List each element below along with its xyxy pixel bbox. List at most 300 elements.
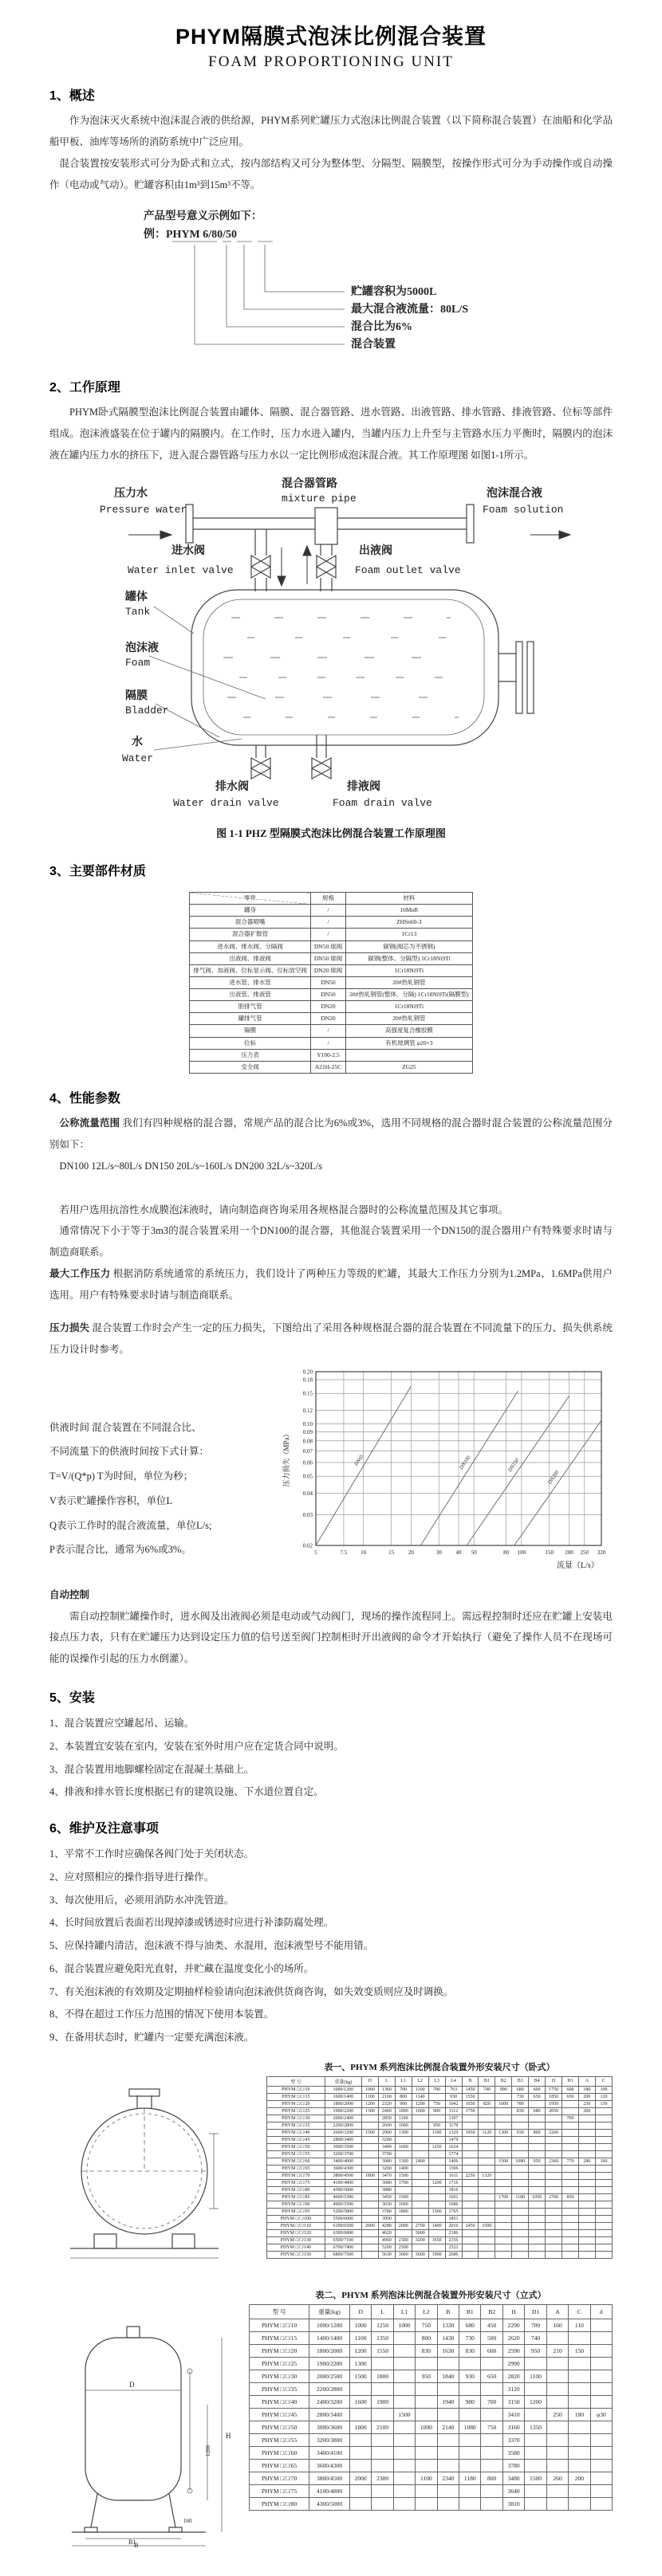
table-cell <box>546 2497 568 2510</box>
table-cell <box>529 2100 546 2107</box>
table-cell: PHYM □/□/75 <box>250 2484 309 2497</box>
auto-control-lead: 自动控制 <box>49 1588 90 1600</box>
table-row <box>267 2201 613 2208</box>
table-cell <box>512 2172 529 2179</box>
section5-heading: 5、安装 <box>49 1691 95 1706</box>
table-cell <box>578 2115 595 2122</box>
chart-text: 0.07 <box>302 1447 313 1455</box>
table-cell <box>416 2497 437 2510</box>
table-row <box>267 2215 613 2222</box>
table-cell: 1Cr18Ni9Ti <box>346 964 473 976</box>
table-cell <box>569 2421 590 2433</box>
list-item: 供液时间 混合装置在不同混合比、 <box>49 1421 202 1433</box>
table-cell: 1450 <box>462 2086 479 2093</box>
table-cell <box>595 2143 612 2150</box>
table-cell: 770 <box>562 2158 579 2165</box>
table-cell: 1100 <box>428 2129 445 2136</box>
table-cell: 4100/4800 <box>309 2484 350 2497</box>
chart-line <box>467 1396 569 1545</box>
table-cell <box>479 2107 495 2115</box>
table-cell <box>479 2208 495 2215</box>
table-cell: 750 <box>428 2100 445 2107</box>
table-cell <box>512 2201 529 2208</box>
table-cell: 130 <box>595 2100 612 2107</box>
table-cell <box>495 2150 512 2158</box>
table-cell: 780 <box>512 2100 529 2107</box>
table-cell <box>525 2484 546 2497</box>
table-cell: 1500 <box>393 2408 415 2421</box>
table-cell <box>479 2165 495 2172</box>
table-header-cell: A <box>578 2076 595 2086</box>
table-row <box>190 940 472 952</box>
table-cell <box>428 2093 445 2100</box>
table-cell: 1686 <box>445 2201 462 2208</box>
table-cell <box>412 2244 428 2251</box>
tank-label-cn: 罐体 <box>125 591 148 604</box>
table-cell <box>479 2093 495 2100</box>
table-cell <box>481 2446 502 2459</box>
table-cell <box>546 2370 568 2382</box>
table-cell <box>578 2201 595 2208</box>
table-cell: DN20 <box>310 1013 345 1025</box>
table-cell <box>595 2193 612 2201</box>
table-cell: PHYM □/□/40 <box>267 2129 325 2136</box>
table-cell <box>349 2382 371 2395</box>
table-cell: 280 <box>578 2158 595 2165</box>
table-cell: 3150 <box>502 2395 524 2408</box>
chart-text: 0.04 <box>302 1490 313 1497</box>
table-cell: 1600 <box>349 2395 371 2408</box>
table-cell <box>546 2244 562 2251</box>
table-cell <box>361 2236 378 2244</box>
table-cell <box>361 2150 378 2158</box>
table-cell: 1900/2200 <box>309 2357 350 2370</box>
table-cell <box>479 2143 495 2150</box>
dim-label-160: 160 <box>183 2517 192 2524</box>
model-callout-flow: 最大混合液流量：80L/S <box>351 304 469 316</box>
bladder-label-en: Bladder <box>125 705 169 717</box>
table-cell: DN20 球阀 <box>310 964 345 976</box>
table-cell: 3800/4500 <box>309 2472 350 2484</box>
table-cell: 1200 <box>349 2344 371 2357</box>
table-cell: 5200/5800 <box>325 2208 361 2215</box>
table-cell <box>546 2331 568 2344</box>
table-cell <box>546 2236 562 2244</box>
table-row <box>190 1061 472 1073</box>
table-cell: 胆排气管 <box>190 1001 311 1013</box>
table-cell: 2800/3400 <box>325 2136 361 2143</box>
max-pressure-lead: 最大工作压力 <box>49 1268 111 1280</box>
table-cell <box>479 2186 495 2193</box>
table-cell: 650 <box>481 2370 502 2382</box>
table-cell: PHYM □/□/55 <box>267 2150 325 2158</box>
table-cell: 2300 <box>395 2236 412 2244</box>
table-cell <box>595 2165 612 2172</box>
table-cell: 2100 <box>372 2421 393 2433</box>
table-cell: 930 <box>445 2093 462 2100</box>
table-cell <box>361 2115 378 2122</box>
table-cell <box>512 2229 529 2236</box>
table1-caption: 表一、PHYM 系列泡沫比例混合装置外形安装尺寸（卧式） <box>324 2062 555 2072</box>
table-cell: 1Cr18Ni9Ti <box>346 1001 473 1013</box>
chart-text: 0.12 <box>302 1407 313 1414</box>
foam-outlet-valve-label-en: Foam outlet valve <box>355 564 461 577</box>
table-cell <box>416 2459 437 2472</box>
chart-text: 0.18 <box>302 1376 313 1384</box>
table-row <box>267 2172 613 2179</box>
table-cell <box>459 2484 481 2497</box>
table-row <box>250 2433 613 2446</box>
foam-drain-valve-label-en: Foam drain valve <box>333 797 432 810</box>
table-cell: 1200 <box>361 2100 378 2107</box>
table-cell: 6700/7400 <box>325 2244 361 2251</box>
table-cell <box>595 2129 612 2136</box>
chart-text: 50 <box>471 1549 477 1556</box>
table-cell: 830 <box>416 2344 437 2357</box>
table1-section <box>49 2060 613 2271</box>
table-row <box>267 2186 613 2193</box>
table-cell: 1500 <box>428 2208 445 2215</box>
table-cell: 4600/5300 <box>325 2193 361 2201</box>
table-cell: 3200/3800 <box>309 2433 350 2446</box>
table-cell <box>529 2222 546 2229</box>
table-cell: φ30 <box>590 2408 612 2421</box>
table-cell: 1200 <box>428 2179 445 2186</box>
table-cell <box>562 2143 579 2150</box>
chart-text: 250 <box>580 1549 589 1556</box>
table-cell <box>546 2150 562 2158</box>
table-cell: 740 <box>525 2331 546 2344</box>
table-cell <box>595 2215 612 2222</box>
table-cell <box>578 2136 595 2143</box>
table-cell <box>481 2484 502 2497</box>
chart-text: 0.05 <box>302 1473 313 1480</box>
table-row <box>267 2150 613 2158</box>
table-header-cell: D <box>349 2304 371 2319</box>
table-cell <box>529 2201 546 2208</box>
table-cell: 1940 <box>437 2395 459 2408</box>
table-cell <box>512 2236 529 2244</box>
table-cell: 2000/2400 <box>325 2115 361 2122</box>
table-cell: 1430 <box>437 2331 459 2344</box>
chart-text: 150 <box>545 1549 554 1556</box>
table-cell <box>349 2484 371 2497</box>
table-cell <box>595 2122 612 2129</box>
table-cell <box>393 2472 415 2484</box>
table-cell <box>459 2382 481 2395</box>
model-designation-diagram <box>144 225 518 359</box>
table-cell <box>481 2357 502 2370</box>
table-row <box>267 2165 613 2172</box>
paragraph: 作为泡沫灭火系统中泡沫混合液的供给源，PHYM系列贮罐压力式泡沫比例混合装置（以下简称混合装置）在油船和化学品船甲板、油库等场所的消防系统中广泛应用。 <box>49 115 613 147</box>
table-row <box>190 905 472 917</box>
table-cell: 1000 <box>495 2100 512 2107</box>
table-cell <box>481 2497 502 2510</box>
table-cell: 1100 <box>416 2472 437 2484</box>
table-cell <box>595 2201 612 2208</box>
table-cell: 排气阀、加液阀、位标显示阀、位标放空阀 <box>190 964 311 976</box>
table-cell: 1506 <box>445 2165 462 2172</box>
table-cell: 1500 <box>525 2472 546 2484</box>
table-cell <box>412 2115 428 2122</box>
table-cell <box>562 2136 579 2143</box>
table-row <box>250 2484 613 2497</box>
table-cell <box>546 2222 562 2229</box>
table-header-cell: B1 <box>479 2076 495 2086</box>
table-cell <box>361 2244 378 2251</box>
table-cell: PHYM □/□/120 <box>267 2229 325 2236</box>
table-row <box>267 2129 613 2136</box>
table-cell: 1600 <box>395 2201 412 2208</box>
table-cell: 1600 <box>412 2107 428 2115</box>
table-cell <box>361 2143 378 2150</box>
table-cell: 180 <box>578 2086 595 2093</box>
table-row <box>190 964 472 976</box>
table-cell: 2360 <box>546 2158 562 2165</box>
table-row <box>267 2122 613 2129</box>
chart-text: 压力损失（MPa） <box>282 1430 290 1487</box>
table-cell <box>512 2179 529 2186</box>
table-cell: 1320 <box>479 2172 495 2179</box>
table-cell: 进水阀、排水阀、分隔阀 <box>190 940 311 952</box>
table-cell <box>562 2236 579 2244</box>
table-row <box>190 1001 472 1013</box>
table-cell <box>590 2421 612 2433</box>
list-item: 不同流量下的供液时间按下式计算： <box>49 1446 210 1458</box>
table-cell <box>529 2236 546 2244</box>
table-cell: 1350 <box>372 2331 393 2344</box>
table-cell <box>395 2186 412 2193</box>
table-cell: 1329 <box>445 2129 462 2136</box>
table-cell <box>595 2244 612 2251</box>
table-cell: 1112 <box>445 2107 462 2115</box>
table-cell <box>562 2229 579 2236</box>
table-cell: PHYM □/□/85 <box>267 2193 325 2201</box>
table-cell: 2600 <box>378 2122 395 2129</box>
auto-control-text: 需自动控制贮罐操作时，进水阀及出液阀必须是电动或气动阀门，现场的操作流程同上。需远程控制时还应在贮罐上安装电接点压力表，只有在贮罐压力达到设定压力值的信号送至阀门控制柜时开出液阀的命令才开始执行（避免了操作人员不在现场可能的误操作引起的压力水倒灌）。 <box>49 1610 613 1665</box>
table-cell: 3800/4500 <box>325 2172 361 2179</box>
table-row <box>267 2208 613 2215</box>
table-cell: 2356 <box>445 2236 462 2244</box>
table-cell <box>437 2357 459 2370</box>
table-cell <box>393 2446 415 2459</box>
table-cell: 1180 <box>512 2193 529 2201</box>
list-item: 4、排液和排水管长度根据已有的建筑设施、下水道位置自定。 <box>49 1786 324 1798</box>
table-cell: 250 <box>546 2408 568 2421</box>
table-cell: 1140 <box>412 2093 428 2100</box>
table-cell <box>546 2179 562 2186</box>
table-cell: PHYM □/□/70 <box>250 2472 309 2484</box>
table-cell: 3370 <box>502 2433 524 2446</box>
table-cell: PHYM □/□/65 <box>267 2165 325 2172</box>
table-cell: 2500 <box>395 2244 412 2251</box>
dim-label-1200: 1200 <box>205 2444 211 2456</box>
table-cell: 600 <box>529 2086 546 2093</box>
max-pressure-text: 根据消防系统通常的系统压力，我们设计了两种压力等级的贮罐，其最大工作压力分别为1.2MPa、1.6MPa供用户选用。用户有特殊要求时请与制造商联系。 <box>49 1268 613 1302</box>
table-cell <box>595 2115 612 2122</box>
table-cell <box>479 2158 495 2165</box>
table-cell <box>562 2129 579 2136</box>
chart-text: 100 <box>517 1549 526 1556</box>
table-cell: 1700 <box>495 2193 512 2201</box>
label-leaders <box>149 607 266 750</box>
table-cell <box>546 2357 568 2370</box>
table-cell <box>412 2215 428 2222</box>
table-cell: 混合器扩散管 <box>190 929 311 940</box>
table-cell: 罐身 <box>190 905 311 917</box>
table-cell: 1300 <box>395 2129 412 2136</box>
table-cell: 1800/2000 <box>309 2344 350 2357</box>
chart-line <box>420 1391 521 1545</box>
table-cell <box>569 2382 590 2395</box>
table-cell: 3950 <box>378 2215 395 2222</box>
table-cell <box>495 2222 512 2229</box>
table1-area <box>266 2060 613 2259</box>
table-cell: 2000 <box>361 2222 378 2229</box>
table-cell <box>393 2344 415 2357</box>
table-cell <box>546 2122 562 2129</box>
table-cell <box>529 2251 546 2258</box>
model-callout-volume: 贮罐容积为5000L <box>351 286 437 299</box>
table-cell: 隔膜 <box>190 1025 311 1037</box>
foam-liquid-texture <box>223 618 467 717</box>
table-header-cell: D <box>361 2076 378 2086</box>
table-cell <box>462 2165 479 2172</box>
table-cell <box>569 2459 590 2472</box>
table-cell: 750 <box>481 2421 502 2433</box>
table-cell <box>512 2150 529 2158</box>
chart-text: 0.20 <box>302 1368 313 1376</box>
table-cell: 3120 <box>502 2382 524 2395</box>
table-cell <box>525 2446 546 2459</box>
table-cell: 1200 <box>412 2100 428 2107</box>
table-cell: PHYM □/□/20 <box>267 2100 325 2107</box>
table-cell <box>512 2222 529 2229</box>
table-cell: 700 <box>395 2086 412 2093</box>
table-header-cell: 重量(kg) <box>325 2076 361 2086</box>
table-cell <box>562 2122 579 2129</box>
table-cell <box>479 2115 495 2122</box>
table-cell <box>349 2446 371 2459</box>
table-header-cell: B4 <box>529 2076 546 2086</box>
table-cell: PHYM □/□/80 <box>267 2186 325 2193</box>
table-cell: 碳钢(阀芯为不锈钢) <box>346 940 473 952</box>
table-cell: PHYM □/□/10 <box>267 2086 325 2093</box>
table-header-cell: A <box>546 2304 568 2319</box>
table-cell: 2850 <box>378 2115 395 2122</box>
table-cell: PHYM □/□/50 <box>267 2143 325 2150</box>
paragraph: 混合装置按安装形式可分为卧式和立式，按内部结构又可分为整体型、分隔型、隔膜型，按操作形式可分为手动操作或自动操作（电动或气动）。贮罐容积由1m³到15m³不等。 <box>49 157 613 190</box>
table-cell: 有机玻璃管 φ20×3 <box>346 1037 473 1049</box>
chart-text: DN65 <box>353 1453 365 1467</box>
table-cell: 1601 <box>445 2193 462 2201</box>
table-cell: 1750 <box>462 2107 479 2115</box>
table-cell <box>595 2251 612 2258</box>
table-cell <box>546 2395 568 2408</box>
table-cell: 1765 <box>445 2208 462 2215</box>
table-cell: 1300 <box>349 2357 371 2370</box>
model-designation-block <box>144 207 613 363</box>
table-cell: 6300/6800 <box>325 2229 361 2236</box>
table-cell: 3780 <box>378 2208 395 2215</box>
table-cell <box>546 2208 562 2215</box>
dim-label-b: B <box>134 2541 139 2548</box>
table-cell: 1500 <box>495 2158 512 2165</box>
performance-columns <box>49 1365 613 1578</box>
table-cell <box>479 2244 495 2251</box>
table-cell: 2000 <box>395 2222 412 2229</box>
table-row <box>267 2251 613 2258</box>
table-cell <box>595 2208 612 2215</box>
table-cell: 820 <box>479 2100 495 2107</box>
table-cell <box>595 2179 612 2186</box>
table-header-cell: B <box>437 2304 459 2319</box>
table-cell <box>595 2222 612 2229</box>
table-row <box>190 1049 472 1061</box>
foam-outlet-valve-label-cn: 出液阀 <box>359 545 392 558</box>
table-cell <box>495 2215 512 2222</box>
table-cell <box>595 2186 612 2193</box>
table-cell: 2590 <box>502 2344 524 2357</box>
table-cell <box>578 2122 595 2129</box>
table-cell <box>428 2193 445 2201</box>
dim-label-b1: B1 <box>128 2538 136 2546</box>
table-cell <box>529 2229 546 2236</box>
table-cell: 180 <box>569 2408 590 2421</box>
table-cell: 1816 <box>445 2186 462 2193</box>
flow-range-text: 我们有四种规格的混合器，常规产品的混合比为6%或3%，选用不同规格的混合器时混合装置的公称流量范围分别如下： <box>49 1117 613 1150</box>
table-row <box>250 2319 613 2331</box>
table-cell: 5630 <box>378 2251 395 2258</box>
paragraph: PHYM卧式隔膜型泡沫比例混合装置由罐体、隔膜、混合器管路、进水管路、出液管路、排水管路、排液管路、位标等部件组成。泡沫液盛装在位于罐内的隔膜内。在工作时，压力水进入罐内，当罐内压力上升至与主管路水压力平衡时，隔膜内的泡沫液在罐内压力水的挤压下，进入混合器管路与压力水以一定比例形成泡沫混合液。其工作原理图 如图1-1所示。 <box>49 406 613 461</box>
table-cell <box>361 2229 378 2236</box>
table-cell: 20#热轧钢管 <box>346 976 473 988</box>
table-cell: 1080 <box>512 2158 529 2165</box>
water-inlet-valve-label-cn: 进水阀 <box>171 545 205 558</box>
section6-heading: 6、维护及注意事项 <box>49 1822 159 1836</box>
table-cell: 700 <box>525 2319 546 2331</box>
table-header-cell: H1 <box>562 2076 579 2086</box>
table-header-cell: B1 <box>459 2304 481 2319</box>
table-cell <box>416 2357 437 2370</box>
table-cell <box>361 2179 378 2186</box>
inlet-riser <box>251 529 270 591</box>
table-cell: 900 <box>495 2086 512 2093</box>
table-cell <box>349 2408 371 2421</box>
table-cell: / <box>310 929 345 940</box>
table-cell: 1400 <box>395 2165 412 2172</box>
table-cell: PHYM □/□/30 <box>250 2370 309 2382</box>
model-callout-lines <box>195 245 345 344</box>
table-cell <box>495 2115 512 2122</box>
table-row <box>267 2093 613 2100</box>
table-row <box>267 2158 613 2165</box>
table-cell <box>393 2421 415 2433</box>
table-cell: 930 <box>459 2370 481 2382</box>
table-cell: 3400/4100 <box>309 2446 350 2459</box>
table-cell: 2686 <box>445 2251 462 2258</box>
list-item: Q表示工作时的混合液流量，单位L/s; <box>49 1519 212 1531</box>
table-cell <box>578 2193 595 2201</box>
table2-section <box>49 2282 613 2552</box>
table-cell <box>437 2446 459 2459</box>
chart-text: 0.08 <box>302 1437 313 1444</box>
paragraph <box>49 1113 613 1156</box>
table-row <box>267 2107 613 2115</box>
table-cell <box>578 2129 595 2136</box>
table-cell: 3200/3700 <box>325 2150 361 2158</box>
table-cell <box>462 2251 479 2258</box>
